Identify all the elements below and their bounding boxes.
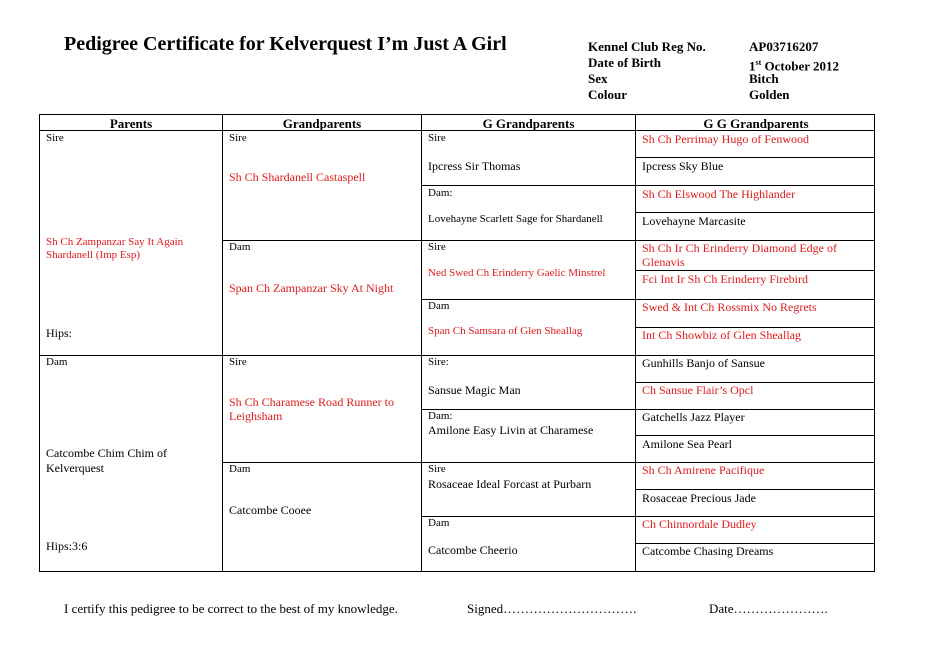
- ggp-4-label: Dam: [428, 300, 450, 312]
- gggp-11: Gatchells Jazz Player: [642, 410, 745, 424]
- ggp-2-name: Lovehayne Scarlett Sage for Shardanell: [428, 213, 603, 225]
- gp-sire-sire-name: Sh Ch Shardanell Castaspell: [229, 170, 366, 184]
- col-divider: [222, 115, 223, 571]
- parent-dam-label: Dam: [46, 356, 68, 368]
- row-divider: [635, 435, 874, 436]
- colour-label: Colour: [588, 87, 627, 102]
- ggp-3-label: Sire: [428, 241, 446, 253]
- row-divider: [635, 270, 874, 271]
- gp-sire-sire-label: Sire: [229, 132, 247, 144]
- ggp-6-label: Dam:: [428, 410, 453, 422]
- parent-sire-hips: Hips:: [46, 326, 73, 340]
- gggp-16: Catcombe Chasing Dreams: [642, 544, 774, 558]
- gggp-13: Sh Ch Amirene Pacifique: [642, 463, 765, 477]
- row-divider: [222, 462, 874, 463]
- ggp-1-name: Ipcress Sir Thomas: [428, 159, 521, 173]
- parent-dam-hips: Hips:3:6: [46, 539, 88, 553]
- colour-value: Golden: [749, 87, 790, 102]
- gggp-6: Fci Int Ir Sh Ch Erinderry Firebird: [642, 272, 808, 286]
- certify-statement: I certify this pedigree to be correct to the best of my knowledge.: [64, 601, 398, 616]
- reg-label: Kennel Club Reg No.: [588, 39, 706, 54]
- dob-value: 1st October 2012: [749, 58, 840, 74]
- ggp-5-name: Sansue Magic Man: [428, 383, 521, 397]
- parent-dam-name: Catcombe Chim Chim of Kelverquest: [46, 446, 167, 475]
- header-gg-grandparents: G G Grandparents: [703, 116, 809, 131]
- sex-label: Sex: [588, 71, 608, 86]
- gggp-12: Amilone Sea Pearl: [642, 437, 732, 451]
- ggp-8-label: Dam: [428, 517, 450, 529]
- gggp-4: Lovehayne Marcasite: [642, 214, 746, 228]
- sex-value: Bitch: [749, 71, 779, 86]
- parent-sire-label: Sire: [46, 132, 64, 144]
- parent-sire-name: Sh Ch Zampanzar Say It Again Shardanell (Imp Esp): [46, 236, 184, 261]
- row-divider: [421, 185, 874, 186]
- gggp-7: Swed & Int Ch Rossmix No Regrets: [642, 300, 817, 314]
- gggp-3: Sh Ch Elswood The Highlander: [642, 187, 796, 201]
- gggp-9: Gunhills Banjo of Sansue: [642, 356, 765, 370]
- gggp-5: Sh Ch Ir Ch Erinderry Diamond Edge of Glenavis: [642, 241, 837, 269]
- gggp-8: Int Ch Showbiz of Glen Sheallag: [642, 328, 801, 342]
- col-divider: [421, 115, 422, 571]
- date-line: Date………………….: [709, 601, 828, 616]
- gp-dam-dam-name: Catcombe Cooee: [229, 503, 312, 517]
- ggp-4-name: Span Ch Samsara of Glen Sheallag: [428, 325, 583, 337]
- gp-dam-dam-label: Dam: [229, 463, 251, 475]
- pedigree-table: [39, 114, 875, 572]
- row-divider: [635, 212, 874, 213]
- gp-dam-sire-name: Sh Ch Charamese Road Runner to Leighsham: [229, 395, 394, 423]
- page-title: Pedigree Certificate for Kelverquest I’m Just A Girl: [64, 33, 507, 55]
- row-divider: [635, 157, 874, 158]
- header-parents: Parents: [109, 116, 153, 131]
- header-g-grandparents: G Grandparents: [482, 116, 575, 131]
- gp-sire-dam-name: Span Ch Zampanzar Sky At Night: [229, 281, 394, 295]
- reg-value: AP03716207: [749, 39, 819, 54]
- gggp-1: Sh Ch Perrimay Hugo of Fenwood: [642, 132, 809, 146]
- gp-sire-dam-label: Dam: [229, 241, 251, 253]
- ggp-7-label: Sire: [428, 463, 446, 475]
- row-divider: [635, 489, 874, 490]
- gggp-15: Ch Chinnordale Dudley: [642, 517, 757, 531]
- ggp-5-label: Sire:: [428, 356, 449, 368]
- gp-dam-sire-label: Sire: [229, 356, 247, 368]
- gggp-10: Ch Sansue Flair’s Opcl: [642, 383, 754, 397]
- header-grandparents: Grandparents: [282, 116, 362, 131]
- ggp-1-label: Sire: [428, 132, 446, 144]
- signature-line: Signed………………………….: [467, 601, 637, 616]
- ggp-7-name: Rosaceae Ideal Forcast at Purbarn: [428, 477, 592, 491]
- ggp-8-name: Catcombe Cheerio: [428, 543, 518, 557]
- dob-label: Date of Birth: [588, 55, 661, 70]
- gggp-2: Ipcress Sky Blue: [642, 159, 724, 173]
- ggp-6-name: Amilone Easy Livin at Charamese: [428, 423, 594, 437]
- ggp-2-label: Dam:: [428, 187, 453, 199]
- ggp-3-name: Ned Swed Ch Erinderry Gaelic Minstrel: [428, 267, 606, 279]
- col-divider: [635, 115, 636, 571]
- gggp-14: Rosaceae Precious Jade: [642, 491, 756, 505]
